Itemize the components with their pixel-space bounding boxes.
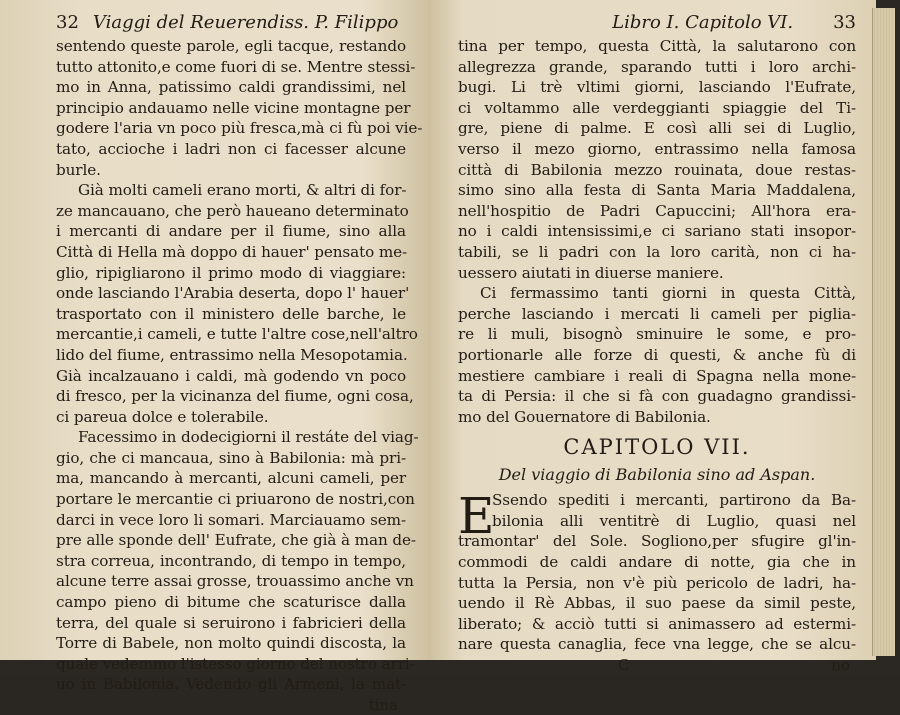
text-line: burle.: [56, 160, 101, 179]
text-line: terra, del quale si seruirono i fabricieri della: [56, 613, 406, 632]
page-edges: [872, 8, 895, 656]
chapter-title: CAPITOLO VII.: [563, 435, 751, 460]
text-line: Ci fermassimo tanti giorni in questa Città,: [480, 284, 856, 303]
text-line: allegrezza grande, sparando tutti i loro archi-: [458, 57, 856, 76]
text-line: i mercanti di andare per il fiume, sino alla: [56, 222, 406, 241]
text-line: ze mancauano, che però haueano determinato: [56, 201, 409, 220]
text-line: darci in vece loro li somari. Marciauamo sem-: [56, 510, 406, 529]
text-line: mercantie,i cameli, e tutte l'altre cose,nell'altro: [56, 325, 418, 344]
text-line: uo in Babilonia. Vedendo gli Armeni, la mat-: [56, 675, 406, 694]
text-line: tina per tempo, questa Città, la salutarono con: [458, 37, 856, 55]
text-line: Ssendo spediti i mercanti, partirono da Ba-: [492, 491, 856, 510]
text-line: ma, mancando à mercanti, alcuni cameli, per: [56, 469, 406, 488]
text-line: Torre di Babele, non molto quindi discosta, la: [56, 634, 406, 653]
text-line: tabili, se li padri con la loro carità, non ci ha-: [458, 242, 856, 261]
right-page-body: [458, 36, 856, 675]
text-line: portionarle alle forze di questi, & anche fù di: [458, 345, 856, 364]
text-line: uessero aiutati in diuerse maniere.: [458, 263, 724, 282]
text-line: bilonia alli ventitrè di Luglio, quasi nel: [492, 511, 856, 530]
text-line: sentendo queste parole, egli tacque, restando: [56, 37, 406, 55]
signature-mark: C: [618, 656, 630, 675]
text-line: verso il mezo giorno, entrassimo nella famosa: [458, 139, 856, 158]
text-line: bugi. Li trè vltimi giorni, lasciando l'Eufrate,: [458, 78, 856, 97]
text-line: mestiere cambiare i reali di Spagna nella mone-: [458, 366, 856, 385]
text-line: nell'hospitio de Padri Capuccini; All'hora era-: [458, 201, 856, 220]
left-page-number: 32: [56, 12, 79, 33]
catchword: no: [831, 656, 850, 675]
text-line: godere l'aria vn poco più fresca,mà ci fù poi vie-: [56, 119, 423, 138]
text-line: gre, piene di palme. E così alli sei di Luglio,: [458, 119, 856, 138]
left-page-body: [56, 36, 423, 715]
text-line: mo in Anna, patissimo caldi grandissimi, nel: [56, 78, 406, 97]
catchword: tina: [368, 696, 398, 714]
text-line: Già incalzauano i caldi, mà godendo vn poco: [56, 366, 406, 385]
text-line: simo sino alla festa di Santa Maria Maddalena,: [458, 181, 856, 200]
text-line: stra correua, incontrando, di tempo in tempo,: [56, 551, 406, 570]
text-line: tato, accioche i ladri non ci facesser alcune: [56, 139, 406, 158]
text-line: tutta la Persia, non v'è più pericolo de ladri, ha-: [458, 573, 856, 592]
text-line: glio, ripigliarono il primo modo di viaggiare:: [56, 263, 406, 282]
text-line: portare le mercantie ci priuarono de nostri,con: [56, 490, 415, 509]
text-line: lido del fiume, entrassimo nella Mesopotamia.: [56, 345, 408, 364]
text-line: ta di Persia: il che si fà con guadagno grandissi-: [458, 387, 856, 406]
text-line: alcune terre assai grosse, trouassimo anche vn: [56, 572, 414, 591]
text-line: Già molti cameli erano morti, & altri di for-: [78, 181, 407, 200]
drop-cap: E: [458, 487, 495, 546]
right-page: [428, 0, 876, 675]
text-line: perche lasciando i mercati li cameli per piglia-: [458, 304, 856, 323]
text-line: ci pareua dolce e tolerabile.: [56, 407, 269, 426]
text-line: quale vedemmo l'istesso giorno del nostro arri-: [56, 654, 415, 673]
text-line: liberato; & acciò tutti si animassero ad estermi-: [458, 614, 856, 633]
text-line: tutto attonito,e come fuori di se. Mentre stessi-: [56, 57, 416, 76]
text-line: onde lasciando l'Arabia deserta, dopo l' hauer': [56, 284, 410, 303]
left-running-head-text: Viaggi del Reuerendiss. P. Filippo: [92, 12, 399, 33]
right-page-number: 33: [833, 12, 856, 33]
text-line: nare questa canaglia, fece vna legge, che se alcu-: [458, 635, 856, 654]
text-line: città di Babilonia mezzo rouinata, doue restas-: [458, 160, 856, 179]
text-line: Facessimo in dodecigiorni il restáte del viag-: [78, 428, 419, 447]
text-line: principio andauamo nelle vicine montagne per: [56, 98, 411, 117]
chapter-subtitle: Del viaggio di Babilonia sino ad Aspan.: [498, 465, 816, 485]
chapter-opening: [458, 487, 856, 655]
text-line: di fresco, per la vicinanza del fiume, ogni cosa,: [56, 387, 414, 406]
text-line: no i caldi intensissimi,e ci sariano stati insopor-: [458, 222, 856, 241]
text-line: re li muli, bisognò sminuire le some, e pro-: [458, 325, 856, 344]
text-line: Città di Hella mà doppo di hauer' pensato me-: [56, 242, 408, 261]
left-running-head: [56, 12, 406, 33]
right-running-head: [458, 12, 856, 33]
text-line: commodi de caldi andare di notte, gia che in: [458, 553, 856, 572]
right-running-head-text: Libro I. Capitolo VI.: [612, 12, 794, 33]
text-line: mo del Gouernatore di Babilonia.: [458, 407, 711, 426]
text-line: gio, che ci mancaua, sino à Babilonia: mà pri-: [56, 448, 406, 467]
text-line: trasportato con il ministero delle barche, le: [56, 304, 406, 323]
text-line: tramontar' del Sole. Sogliono,per sfugire gl'in-: [458, 532, 856, 551]
text-line: uendo il Rè Abbas, il suo paese da simil peste,: [458, 594, 856, 613]
right-footer: [458, 655, 856, 675]
text-line: campo pieno di bitume che scaturisce dalla: [56, 593, 406, 612]
left-page: [0, 0, 428, 714]
left-footer: [56, 695, 406, 715]
text-line: pre alle sponde dell' Eufrate, che già à man de-: [56, 531, 416, 550]
text-line: ci voltammo alle verdeggianti spiaggie del Ti-: [458, 98, 856, 117]
